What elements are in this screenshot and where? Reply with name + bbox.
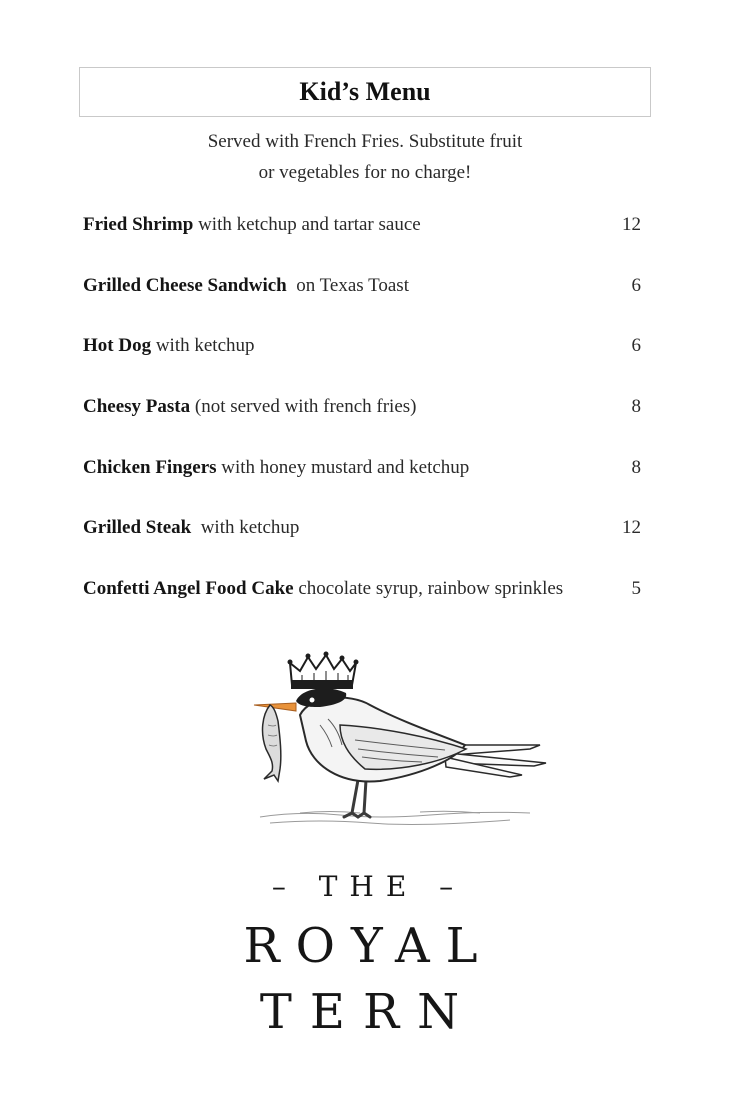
menu-item-name: Fried Shrimp (83, 214, 194, 235)
menu-item-description: with ketchup (191, 517, 300, 539)
menu-item-price: 8 (631, 396, 641, 418)
menu-item-description: on Texas Toast (286, 274, 409, 296)
crowned-tern-bird-icon (240, 645, 560, 835)
menu-item (83, 396, 641, 457)
menu-item-price: 12 (622, 214, 641, 235)
menu-item-description: chocolate syrup, rainbow sprinkles (293, 578, 564, 600)
menu-item-price: 8 (631, 456, 641, 478)
menu-item-price: 6 (631, 274, 641, 296)
menu-item (83, 578, 641, 639)
menu-item-name: Hot Dog (83, 335, 152, 357)
menu-subtitle (79, 126, 651, 188)
menu-item-name: Cheesy Pasta (83, 396, 191, 418)
brand-royal: ROYAL (243, 918, 494, 974)
menu-item-description: with ketchup and tartar sauce (193, 214, 421, 235)
menu-list (83, 214, 641, 639)
page-title: Kid’s Menu (299, 77, 431, 106)
menu-title-box (79, 67, 651, 117)
menu-item (83, 335, 641, 396)
brand-the: – THE – (271, 870, 466, 903)
menu-item-name: Grilled Cheese Sandwich (83, 274, 287, 296)
menu-item (83, 517, 641, 578)
menu-item-description: with honey mustard and ketchup (216, 456, 470, 478)
menu-item-price: 6 (631, 335, 641, 357)
menu-item (83, 275, 641, 336)
subtitle-line-2: or vegetables for no charge! (258, 162, 472, 183)
menu-item (83, 457, 641, 518)
menu-item-price: 12 (622, 517, 641, 539)
menu-item (83, 214, 641, 275)
menu-item-description: with ketchup (151, 335, 255, 357)
menu-item-name: Confetti Angel Food Cake (83, 578, 294, 600)
subtitle-line-1: Served with French Fries. Substitute fruit (207, 131, 523, 152)
menu-item-name: Grilled Steak (83, 517, 192, 539)
brand-tern: TERN (259, 984, 478, 1040)
menu-item-price: 5 (631, 578, 641, 600)
menu-item-description: (not served with french fries) (190, 396, 417, 418)
menu-item-name: Chicken Fingers (83, 456, 217, 478)
